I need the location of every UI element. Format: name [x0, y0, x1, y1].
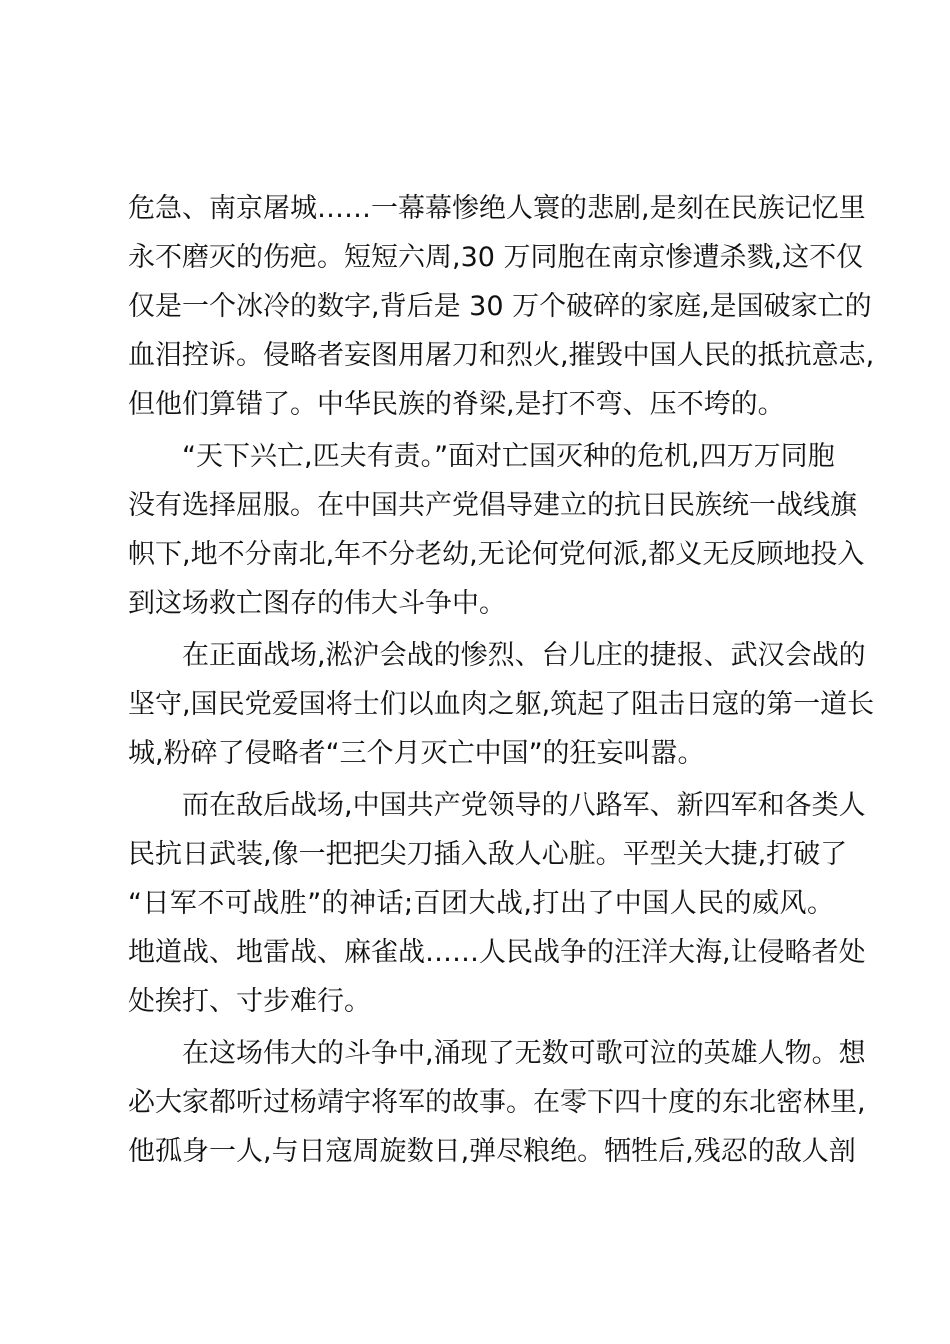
text-line: 地道战、地雷战、麻雀战……人民战争的汪洋大海,让侵略者处 [128, 937, 866, 968]
text-line: 坚守,国民党爱国将士们以血肉之躯,筑起了阻击日寇的第一道长 [128, 689, 875, 720]
text-line: 危急、南京屠城……一幕幕惨绝人寰的悲剧,是刻在民族记忆里 [128, 193, 866, 224]
paragraph [128, 1029, 866, 1176]
text-line: 帜下,地不分南北,年不分老幼,无论何党何派,都义无反顾地投入 [128, 539, 865, 570]
text-line: 永不磨灭的伤疤。短短六周,30 万同胞在南京惨遭杀戮,这不仅 [128, 242, 864, 273]
paragraph [128, 432, 865, 628]
text-line: 而在敌后战场,中国共产党领导的八路军、新四军和各类人 [182, 790, 866, 821]
text-line: 民抗日武装,像一把把尖刀插入敌人心脏。平型关大捷,打破了 [128, 839, 848, 870]
text-line: 在正面战场,淞沪会战的惨烈、台儿庄的捷报、武汉会战的 [182, 640, 866, 671]
text-line: 但他们算错了。中华民族的脊梁,是打不弯、压不垮的。 [128, 389, 785, 420]
text-line: “日军不可战胜”的神话;百团大战,打出了中国人民的威风。 [128, 888, 834, 919]
text-line: 没有选择屈服。在中国共产党倡导建立的抗日民族统一战线旗 [128, 490, 857, 521]
text-line: 到这场救亡图存的伟大斗争中。 [128, 588, 506, 619]
text-line: “天下兴亡,匹夫有责。”面对亡国灭种的危机,四万万同胞 [182, 441, 835, 472]
body-text [128, 184, 875, 1176]
text-line: 在这场伟大的斗争中,涌现了无数可歌可泣的英雄人物。想 [182, 1038, 866, 1069]
text-line: 仅是一个冰冷的数字,背后是 30 万个破碎的家庭,是国破家亡的 [128, 291, 872, 322]
text-line: 血泪控诉。侵略者妄图用屠刀和烈火,摧毁中国人民的抵抗意志, [128, 340, 875, 371]
text-line: 城,粉碎了侵略者“三个月灭亡中国”的狂妄叫嚣。 [128, 738, 705, 769]
paragraph [128, 781, 866, 1026]
text-line: 处挨打、寸步难行。 [128, 986, 371, 1017]
paragraph [128, 631, 875, 778]
text-line: 必大家都听过杨靖宇将军的故事。在零下四十度的东北密林里, [128, 1087, 866, 1118]
paragraph [128, 184, 875, 429]
text-line: 他孤身一人,与日寇周旋数日,弹尽粮绝。牺牲后,残忍的敌人剖 [128, 1136, 856, 1167]
